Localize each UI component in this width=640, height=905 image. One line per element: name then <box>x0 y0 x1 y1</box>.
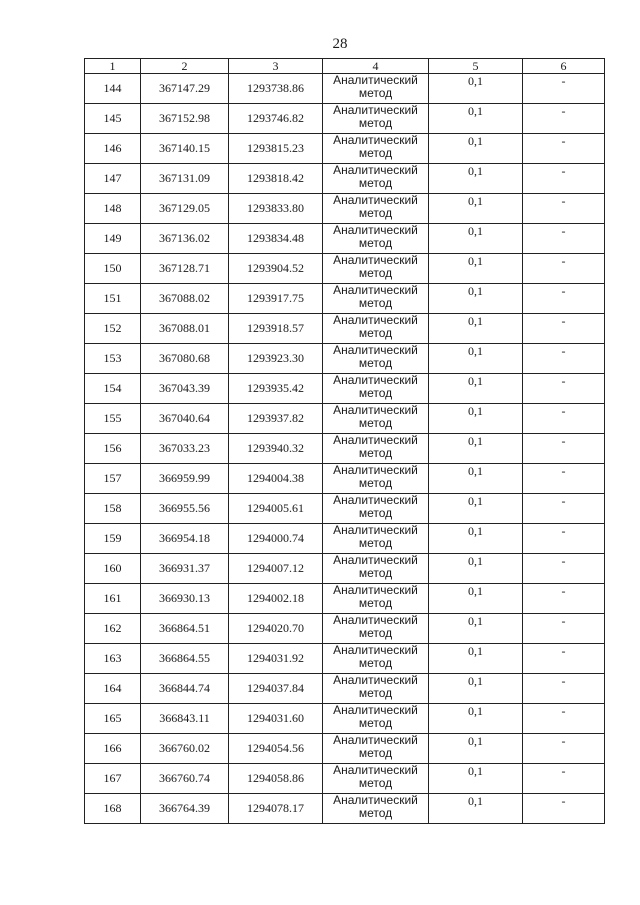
table-row <box>85 344 605 374</box>
y-coordinate-cell: 1294037.84 <box>229 674 323 704</box>
point-number-cell: 161 <box>85 584 141 614</box>
point-number-cell: 147 <box>85 164 141 194</box>
point-number-cell: 165 <box>85 704 141 734</box>
table-row <box>85 704 605 734</box>
y-coordinate-cell: 1293917.75 <box>229 284 323 314</box>
accuracy-cell: 0,1 <box>429 134 523 164</box>
accuracy-cell: 0,1 <box>429 284 523 314</box>
x-coordinate-cell: 366844.74 <box>141 674 229 704</box>
accuracy-cell: 0,1 <box>429 674 523 704</box>
header-cell-3: 3 <box>229 59 323 74</box>
table-row <box>85 614 605 644</box>
y-coordinate-cell: 1293923.30 <box>229 344 323 374</box>
header-cell-1: 1 <box>85 59 141 74</box>
accuracy-cell: 0,1 <box>429 764 523 794</box>
table-row <box>85 74 605 104</box>
table-row <box>85 524 605 554</box>
table-row <box>85 104 605 134</box>
table-row <box>85 794 605 824</box>
y-coordinate-cell: 1294054.56 <box>229 734 323 764</box>
table-row <box>85 584 605 614</box>
x-coordinate-cell: 367040.64 <box>141 404 229 434</box>
note-cell: - <box>523 704 605 734</box>
method-cell: Аналитический метод <box>323 734 429 764</box>
note-cell: - <box>523 104 605 134</box>
table-row <box>85 194 605 224</box>
y-coordinate-cell: 1294004.38 <box>229 464 323 494</box>
method-cell: Аналитический метод <box>323 254 429 284</box>
method-cell: Аналитический метод <box>323 554 429 584</box>
note-cell: - <box>523 284 605 314</box>
accuracy-cell: 0,1 <box>429 554 523 584</box>
note-cell: - <box>523 494 605 524</box>
x-coordinate-cell: 367043.39 <box>141 374 229 404</box>
x-coordinate-cell: 367088.01 <box>141 314 229 344</box>
x-coordinate-cell: 366955.56 <box>141 494 229 524</box>
x-coordinate-cell: 366843.11 <box>141 704 229 734</box>
accuracy-cell: 0,1 <box>429 224 523 254</box>
accuracy-cell: 0,1 <box>429 344 523 374</box>
note-cell: - <box>523 674 605 704</box>
note-cell: - <box>523 374 605 404</box>
accuracy-cell: 0,1 <box>429 464 523 494</box>
y-coordinate-cell: 1293918.57 <box>229 314 323 344</box>
point-number-cell: 150 <box>85 254 141 284</box>
x-coordinate-cell: 367129.05 <box>141 194 229 224</box>
table-row <box>85 254 605 284</box>
method-cell: Аналитический метод <box>323 644 429 674</box>
x-coordinate-cell: 366930.13 <box>141 584 229 614</box>
header-row <box>85 59 605 74</box>
point-number-cell: 160 <box>85 554 141 584</box>
point-number-cell: 146 <box>85 134 141 164</box>
point-number-cell: 164 <box>85 674 141 704</box>
x-coordinate-cell: 366864.51 <box>141 614 229 644</box>
x-coordinate-cell: 367152.98 <box>141 104 229 134</box>
y-coordinate-cell: 1293834.48 <box>229 224 323 254</box>
point-number-cell: 145 <box>85 104 141 134</box>
x-coordinate-cell: 366764.39 <box>141 794 229 824</box>
table-row <box>85 434 605 464</box>
x-coordinate-cell: 367136.02 <box>141 224 229 254</box>
point-number-cell: 159 <box>85 524 141 554</box>
point-number-cell: 157 <box>85 464 141 494</box>
point-number-cell: 153 <box>85 344 141 374</box>
header-cell-4: 4 <box>323 59 429 74</box>
method-cell: Аналитический метод <box>323 524 429 554</box>
x-coordinate-cell: 367033.23 <box>141 434 229 464</box>
point-number-cell: 168 <box>85 794 141 824</box>
table-row <box>85 374 605 404</box>
y-coordinate-cell: 1293815.23 <box>229 134 323 164</box>
page-number: 28 <box>332 36 348 52</box>
x-coordinate-cell: 367128.71 <box>141 254 229 284</box>
note-cell: - <box>523 614 605 644</box>
accuracy-cell: 0,1 <box>429 494 523 524</box>
point-number-cell: 154 <box>85 374 141 404</box>
x-coordinate-cell: 367080.68 <box>141 344 229 374</box>
accuracy-cell: 0,1 <box>429 734 523 764</box>
point-number-cell: 149 <box>85 224 141 254</box>
table-row <box>85 464 605 494</box>
point-number-cell: 158 <box>85 494 141 524</box>
table-row <box>85 164 605 194</box>
header-cell-2: 2 <box>141 59 229 74</box>
method-cell: Аналитический метод <box>323 284 429 314</box>
point-number-cell: 163 <box>85 644 141 674</box>
header-cell-5: 5 <box>429 59 523 74</box>
table-row <box>85 644 605 674</box>
accuracy-cell: 0,1 <box>429 434 523 464</box>
table-row <box>85 554 605 584</box>
header-cell-6: 6 <box>523 59 605 74</box>
y-coordinate-cell: 1293818.42 <box>229 164 323 194</box>
table-row <box>85 314 605 344</box>
method-cell: Аналитический метод <box>323 314 429 344</box>
method-cell: Аналитический метод <box>323 674 429 704</box>
accuracy-cell: 0,1 <box>429 404 523 434</box>
note-cell: - <box>523 74 605 104</box>
table-row <box>85 224 605 254</box>
table-row <box>85 494 605 524</box>
y-coordinate-cell: 1293738.86 <box>229 74 323 104</box>
coordinates-table <box>84 58 605 824</box>
point-number-cell: 166 <box>85 734 141 764</box>
y-coordinate-cell: 1294002.18 <box>229 584 323 614</box>
note-cell: - <box>523 344 605 374</box>
accuracy-cell: 0,1 <box>429 704 523 734</box>
x-coordinate-cell: 367088.02 <box>141 284 229 314</box>
x-coordinate-cell: 366864.55 <box>141 644 229 674</box>
method-cell: Аналитический метод <box>323 194 429 224</box>
point-number-cell: 155 <box>85 404 141 434</box>
method-cell: Аналитический метод <box>323 494 429 524</box>
x-coordinate-cell: 367140.15 <box>141 134 229 164</box>
point-number-cell: 151 <box>85 284 141 314</box>
y-coordinate-cell: 1294058.86 <box>229 764 323 794</box>
note-cell: - <box>523 794 605 824</box>
accuracy-cell: 0,1 <box>429 584 523 614</box>
note-cell: - <box>523 734 605 764</box>
y-coordinate-cell: 1293746.82 <box>229 104 323 134</box>
note-cell: - <box>523 764 605 794</box>
accuracy-cell: 0,1 <box>429 314 523 344</box>
y-coordinate-cell: 1294078.17 <box>229 794 323 824</box>
y-coordinate-cell: 1293940.32 <box>229 434 323 464</box>
point-number-cell: 144 <box>85 74 141 104</box>
point-number-cell: 148 <box>85 194 141 224</box>
method-cell: Аналитический метод <box>323 404 429 434</box>
x-coordinate-cell: 366760.02 <box>141 734 229 764</box>
point-number-cell: 162 <box>85 614 141 644</box>
note-cell: - <box>523 644 605 674</box>
table-row <box>85 734 605 764</box>
y-coordinate-cell: 1294000.74 <box>229 524 323 554</box>
accuracy-cell: 0,1 <box>429 794 523 824</box>
table-row <box>85 674 605 704</box>
accuracy-cell: 0,1 <box>429 614 523 644</box>
point-number-cell: 156 <box>85 434 141 464</box>
method-cell: Аналитический метод <box>323 764 429 794</box>
method-cell: Аналитический метод <box>323 794 429 824</box>
method-cell: Аналитический метод <box>323 134 429 164</box>
note-cell: - <box>523 404 605 434</box>
y-coordinate-cell: 1294020.70 <box>229 614 323 644</box>
y-coordinate-cell: 1293935.42 <box>229 374 323 404</box>
accuracy-cell: 0,1 <box>429 374 523 404</box>
table-header <box>85 59 605 74</box>
method-cell: Аналитический метод <box>323 434 429 464</box>
x-coordinate-cell: 367131.09 <box>141 164 229 194</box>
note-cell: - <box>523 584 605 614</box>
y-coordinate-cell: 1294005.61 <box>229 494 323 524</box>
note-cell: - <box>523 224 605 254</box>
method-cell: Аналитический метод <box>323 104 429 134</box>
y-coordinate-cell: 1294031.92 <box>229 644 323 674</box>
method-cell: Аналитический метод <box>323 614 429 644</box>
accuracy-cell: 0,1 <box>429 644 523 674</box>
point-number-cell: 167 <box>85 764 141 794</box>
note-cell: - <box>523 134 605 164</box>
note-cell: - <box>523 314 605 344</box>
method-cell: Аналитический метод <box>323 224 429 254</box>
method-cell: Аналитический метод <box>323 704 429 734</box>
note-cell: - <box>523 464 605 494</box>
x-coordinate-cell: 366760.74 <box>141 764 229 794</box>
x-coordinate-cell: 366954.18 <box>141 524 229 554</box>
method-cell: Аналитический метод <box>323 344 429 374</box>
table-body <box>85 74 605 824</box>
y-coordinate-cell: 1294007.12 <box>229 554 323 584</box>
x-coordinate-cell: 367147.29 <box>141 74 229 104</box>
table-row <box>85 134 605 164</box>
accuracy-cell: 0,1 <box>429 194 523 224</box>
note-cell: - <box>523 194 605 224</box>
note-cell: - <box>523 434 605 464</box>
table-row <box>85 404 605 434</box>
note-cell: - <box>523 554 605 584</box>
x-coordinate-cell: 366959.99 <box>141 464 229 494</box>
accuracy-cell: 0,1 <box>429 164 523 194</box>
method-cell: Аналитический метод <box>323 584 429 614</box>
table-row <box>85 764 605 794</box>
accuracy-cell: 0,1 <box>429 524 523 554</box>
x-coordinate-cell: 366931.37 <box>141 554 229 584</box>
y-coordinate-cell: 1293833.80 <box>229 194 323 224</box>
method-cell: Аналитический метод <box>323 164 429 194</box>
method-cell: Аналитический метод <box>323 464 429 494</box>
table-row <box>85 284 605 314</box>
note-cell: - <box>523 254 605 284</box>
accuracy-cell: 0,1 <box>429 254 523 284</box>
method-cell: Аналитический метод <box>323 374 429 404</box>
method-cell: Аналитический метод <box>323 74 429 104</box>
point-number-cell: 152 <box>85 314 141 344</box>
y-coordinate-cell: 1294031.60 <box>229 704 323 734</box>
y-coordinate-cell: 1293937.82 <box>229 404 323 434</box>
note-cell: - <box>523 524 605 554</box>
y-coordinate-cell: 1293904.52 <box>229 254 323 284</box>
accuracy-cell: 0,1 <box>429 74 523 104</box>
note-cell: - <box>523 164 605 194</box>
accuracy-cell: 0,1 <box>429 104 523 134</box>
